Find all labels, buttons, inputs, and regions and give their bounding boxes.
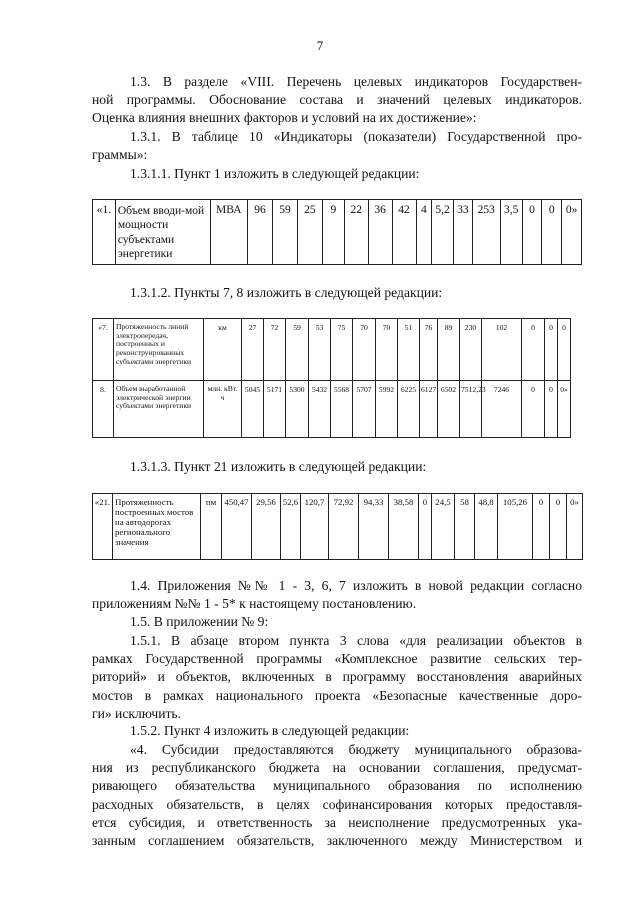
paragraph-4: [92, 741, 582, 850]
table-row: [93, 494, 583, 560]
value-cell: 42: [392, 200, 416, 265]
value-cell: 5568: [331, 381, 353, 438]
value-cell: 94,33: [359, 494, 389, 560]
value-cell: 0: [522, 319, 545, 381]
row-number: «21.: [93, 494, 113, 560]
value-cell: 72: [264, 319, 286, 381]
paragraph-1-3-1: [92, 128, 582, 164]
row-number: 8.: [93, 381, 114, 438]
text-line: расходных обязательств, в целях софинансирования которых предоставля-: [92, 796, 582, 812]
value-cell: 5045: [242, 381, 264, 438]
value-cell: 450,47: [222, 494, 252, 560]
paragraph-1-4: [92, 577, 582, 613]
value-cell: 5432: [309, 381, 331, 438]
text-line: граммы»:: [92, 147, 148, 163]
value-cell: 0: [558, 319, 571, 381]
text-line: «4. Субсидии предоставляются бюджету муниципального образова-: [130, 742, 582, 757]
value-cell: 70: [376, 319, 398, 381]
value-cell: 253: [472, 200, 500, 265]
value-cell: 0: [542, 200, 562, 265]
value-cell: 36: [368, 200, 392, 265]
value-cell: 24,5: [432, 494, 455, 560]
value-cell: 0: [545, 319, 558, 381]
value-cell: 33: [453, 200, 472, 265]
text-line: ния из республиканского бюджета на основании соглашения, предусмат-: [92, 760, 582, 776]
heading-1-3-1-3: 1.3.1.3. Пункт 21 изложить в следующей редакции:: [130, 459, 427, 474]
paragraph-1-5: 1.5. В приложении № 9:: [130, 614, 269, 629]
unit: млн. кВт. ч: [204, 381, 242, 438]
value-cell: 6127: [420, 381, 438, 438]
value-cell: 38,58: [389, 494, 419, 560]
indicator-name: Протяженность линий электропередач, построенных и реконструированных субъектами энергетики: [114, 319, 204, 381]
value-cell: 89: [438, 319, 460, 381]
value-cell: 5300: [286, 381, 309, 438]
text-line: 1.4. Приложения №№ 1 - 3, 6, 7 изложить в новой редакции согласно: [130, 578, 582, 593]
value-cell: 59: [272, 200, 297, 265]
value-cell: 230: [460, 319, 482, 381]
value-cell: 0: [533, 494, 550, 560]
value-cell: 0: [550, 494, 567, 560]
paragraph-1-3: [92, 73, 582, 128]
value-cell: 75: [331, 319, 353, 381]
value-cell: 3,5: [500, 200, 522, 265]
text-line: рамках Государственной программы «Комплексное развитие сельских тер-: [92, 651, 582, 667]
value-cell: 7246: [482, 381, 522, 438]
unit: км: [204, 319, 242, 381]
value-cell: 59: [286, 319, 309, 381]
value-cell: 105,26: [498, 494, 533, 560]
value-cell: 6225: [398, 381, 420, 438]
heading-1-3-1-1: 1.3.1.1. Пункт 1 изложить в следующей редакции:: [130, 166, 420, 181]
indicator-name: Объем выработанной электрической энергии субъектами энергетики: [114, 381, 204, 438]
value-cell: 0»: [562, 200, 582, 265]
value-cell: 5171: [264, 381, 286, 438]
value-cell: 0»: [567, 494, 583, 560]
value-cell: 27: [242, 319, 264, 381]
indicator-name: Объем вводи-мой мощности субъектами энергетики: [115, 200, 210, 265]
value-cell: 96: [248, 200, 273, 265]
value-cell: 0»: [558, 381, 571, 438]
table-row: [93, 319, 583, 381]
value-cell: 0: [419, 494, 432, 560]
value-cell: 53: [309, 319, 331, 381]
indicator-name: Протяженность построенных мостов на автодорогах регионального значения: [113, 494, 201, 560]
row-number: «1.: [93, 200, 116, 265]
value-cell: 6502: [438, 381, 460, 438]
text-line: ги» исключить.: [92, 705, 182, 721]
value-cell: 7512,23: [460, 381, 482, 438]
table-indicator-21: [92, 493, 583, 560]
value-cell: 0: [522, 381, 545, 438]
value-cell: 29,56: [252, 494, 281, 560]
value-cell: 51: [398, 319, 420, 381]
table-row: [93, 381, 583, 438]
text-line: риторий» и объектов, включенных в программу восстановления аварийных: [92, 669, 582, 685]
value-cell: 58: [455, 494, 475, 560]
text-line: 1.5.1. В абзаце втором пункта 3 слова «для реализации объектов в: [130, 633, 582, 648]
value-cell: 9: [322, 200, 344, 265]
value-cell: 5,2: [432, 200, 454, 265]
table-indicators-7-8: [92, 318, 583, 438]
heading-1-3-1-2: 1.3.1.2. Пункты 7, 8 изложить в следующей редакции:: [130, 285, 443, 300]
value-cell: 48,8: [475, 494, 498, 560]
value-cell: 0: [522, 200, 542, 265]
value-cell: 76: [420, 319, 438, 381]
value-cell: 25: [297, 200, 322, 265]
row-number: «7.: [93, 319, 114, 381]
value-cell: 22: [344, 200, 368, 265]
text-line: ной программы. Обоснование состава и значений целевых индикаторов.: [92, 92, 582, 108]
text-line: занным соглашением обязательств, заключенного между Министерством и: [92, 833, 582, 849]
value-cell: 4: [416, 200, 432, 265]
paragraph-1-5-2: 1.5.2. Пункт 4 изложить в следующей редакции:: [130, 723, 410, 738]
unit: МВА: [210, 200, 247, 265]
value-cell: 70: [353, 319, 376, 381]
value-cell: 102: [482, 319, 522, 381]
page-number: 7: [316, 38, 324, 53]
value-cell: 5992: [376, 381, 398, 438]
text-line: ется субсидия, и ответственность за неисполнение предусмотренных ука-: [92, 814, 582, 830]
value-cell: 120,7: [301, 494, 329, 560]
text-line: мостов в рамках национального проекта «Безопасные качественные доро-: [92, 687, 582, 703]
value-cell: 52,6: [281, 494, 301, 560]
value-cell: 72,92: [329, 494, 359, 560]
unit: пм: [201, 494, 222, 560]
paragraph-1-5-1: [92, 632, 582, 723]
table-indicator-1: [92, 199, 582, 265]
text-line: приложениям №№ 1 - 5* к настоящему постановлению.: [92, 596, 417, 612]
text-line: Оценка влияния внешних факторов и условий на их достижение»:: [92, 110, 477, 126]
text-line: ривающего обязательства муниципального образования по исполнению: [92, 778, 582, 794]
text-line: 1.3. В разделе «VIII. Перечень целевых индикаторов Государствен-: [130, 74, 582, 89]
text-line: 1.3.1. В таблице 10 «Индикаторы (показатели) Государственной про-: [130, 129, 582, 144]
table-row: [93, 200, 582, 265]
value-cell: 5707: [353, 381, 376, 438]
value-cell: 0: [545, 381, 558, 438]
